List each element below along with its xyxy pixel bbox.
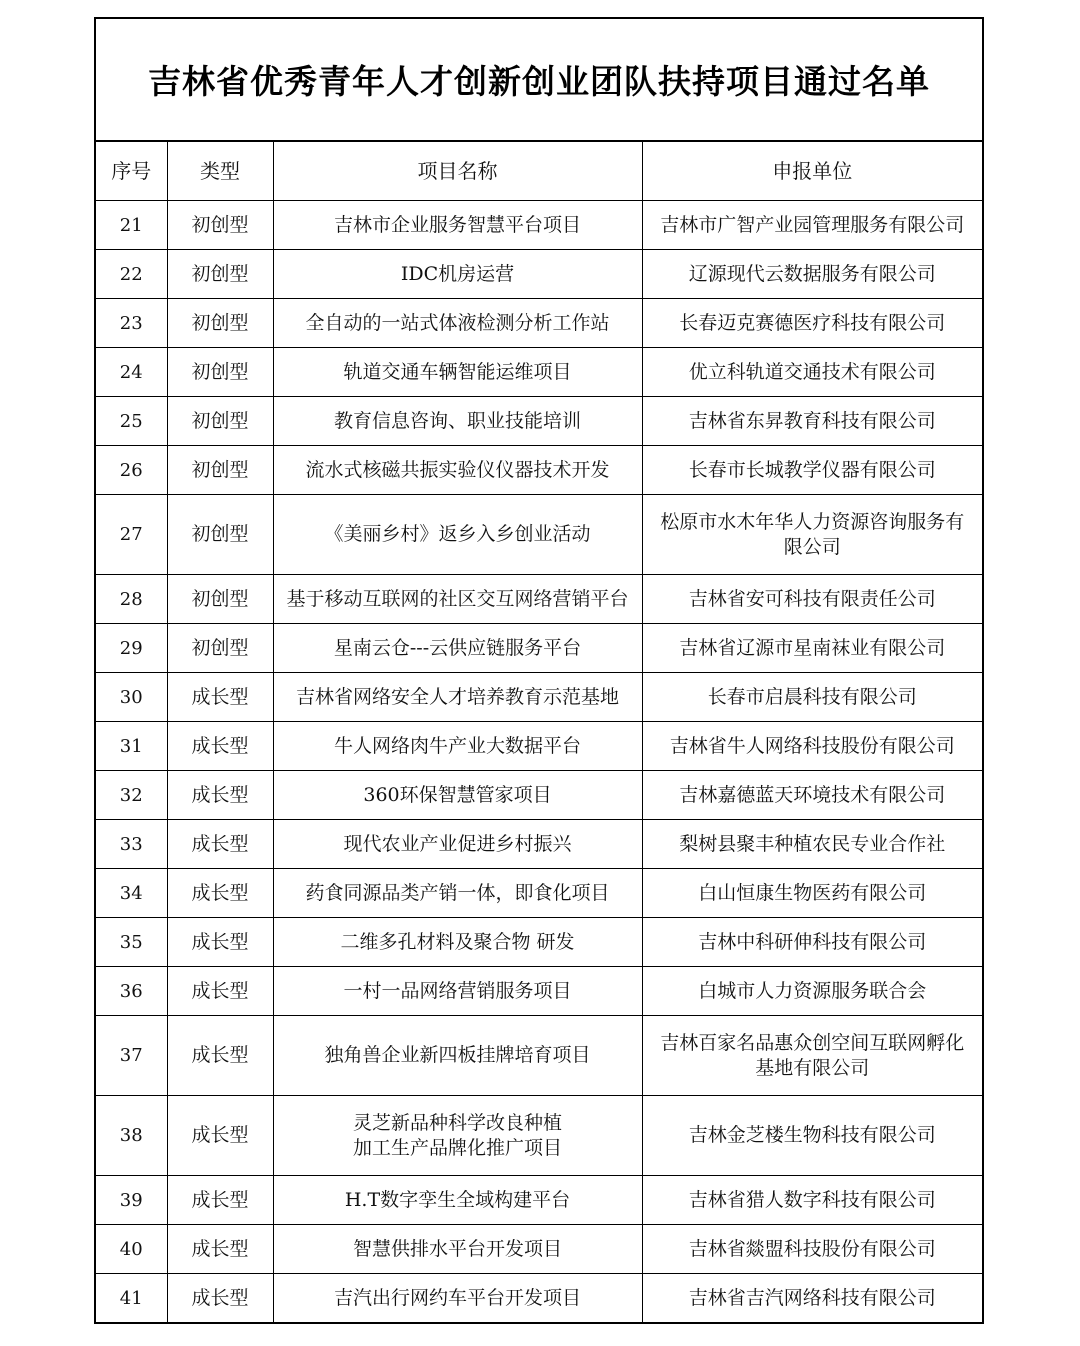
cell-project-name: 吉汽出行网约车平台开发项目 <box>273 1274 642 1323</box>
cell-unit: 吉林中科研伸科技有限公司 <box>642 918 982 967</box>
cell-no: 41 <box>96 1274 167 1323</box>
header-type: 类型 <box>167 142 273 201</box>
cell-unit: 白城市人力资源服务联合会 <box>642 967 982 1016</box>
cell-no: 30 <box>96 673 167 722</box>
cell-no: 34 <box>96 869 167 918</box>
cell-unit: 吉林金芝楼生物科技有限公司 <box>642 1096 982 1176</box>
header-name: 项目名称 <box>273 142 642 201</box>
table-row <box>96 1225 982 1274</box>
cell-type: 成长型 <box>167 1096 273 1176</box>
cell-type: 初创型 <box>167 250 273 299</box>
cell-unit: 吉林省吉汽网络科技有限公司 <box>642 1274 982 1323</box>
cell-type: 初创型 <box>167 624 273 673</box>
cell-project-name: 独角兽企业新四板挂牌培育项目 <box>273 1016 642 1096</box>
cell-no: 28 <box>96 575 167 624</box>
table-row <box>96 624 982 673</box>
cell-project-name: 360环保智慧管家项目 <box>273 771 642 820</box>
cell-no: 39 <box>96 1176 167 1225</box>
cell-type: 成长型 <box>167 1016 273 1096</box>
table-row <box>96 250 982 299</box>
cell-project-name: 全自动的一站式体液检测分析工作站 <box>273 299 642 348</box>
cell-unit: 吉林嘉德蓝天环境技术有限公司 <box>642 771 982 820</box>
cell-type: 成长型 <box>167 820 273 869</box>
cell-project-name: 轨道交通车辆智能运维项目 <box>273 348 642 397</box>
table-row <box>96 348 982 397</box>
cell-no: 24 <box>96 348 167 397</box>
table-row <box>96 820 982 869</box>
cell-project-name: 二维多孔材料及聚合物 研发 <box>273 918 642 967</box>
cell-unit: 松原市水木年华人力资源咨询服务有 限公司 <box>642 495 982 575</box>
cell-unit: 吉林省燚盟科技股份有限公司 <box>642 1225 982 1274</box>
cell-project-name: 流水式核磁共振实验仪仪器技术开发 <box>273 446 642 495</box>
cell-type: 成长型 <box>167 918 273 967</box>
document-title: 吉林省优秀青年人才创新创业团队扶持项目通过名单 <box>96 19 982 142</box>
cell-project-name: 教育信息咨询、职业技能培训 <box>273 397 642 446</box>
cell-type: 初创型 <box>167 446 273 495</box>
cell-unit: 吉林省牛人网络科技股份有限公司 <box>642 722 982 771</box>
cell-no: 23 <box>96 299 167 348</box>
header-no: 序号 <box>96 142 167 201</box>
cell-project-name: 基于移动互联网的社区交互网络营销平台 <box>273 575 642 624</box>
cell-no: 40 <box>96 1225 167 1274</box>
cell-type: 初创型 <box>167 575 273 624</box>
cell-project-name: 吉林省网络安全人才培养教育示范基地 <box>273 673 642 722</box>
cell-type: 初创型 <box>167 495 273 575</box>
table-row <box>96 201 982 250</box>
table-row <box>96 673 982 722</box>
table-row <box>96 495 982 575</box>
cell-type: 初创型 <box>167 348 273 397</box>
table-row <box>96 397 982 446</box>
cell-no: 37 <box>96 1016 167 1096</box>
cell-unit: 吉林省猎人数字科技有限公司 <box>642 1176 982 1225</box>
table-row <box>96 575 982 624</box>
cell-project-name: 牛人网络肉牛产业大数据平台 <box>273 722 642 771</box>
header-unit: 申报单位 <box>642 142 982 201</box>
cell-project-name: 灵芝新品种科学改良种植 加工生产品牌化推广项目 <box>273 1096 642 1176</box>
cell-project-name: 药食同源品类产销一体，即食化项目 <box>273 869 642 918</box>
cell-project-name: 一村一品网络营销服务项目 <box>273 967 642 1016</box>
table-row <box>96 967 982 1016</box>
cell-type: 初创型 <box>167 299 273 348</box>
cell-project-name: 《美丽乡村》返乡入乡创业活动 <box>273 495 642 575</box>
table-row <box>96 446 982 495</box>
cell-project-name: 智慧供排水平台开发项目 <box>273 1225 642 1274</box>
cell-no: 27 <box>96 495 167 575</box>
cell-no: 35 <box>96 918 167 967</box>
cell-unit: 吉林省安可科技有限责任公司 <box>642 575 982 624</box>
table-row <box>96 1274 982 1323</box>
table-row <box>96 1176 982 1225</box>
cell-no: 32 <box>96 771 167 820</box>
cell-no: 21 <box>96 201 167 250</box>
cell-unit: 吉林百家名品惠众创空间互联网孵化 基地有限公司 <box>642 1016 982 1096</box>
cell-unit: 梨树县聚丰种植农民专业合作社 <box>642 820 982 869</box>
cell-type: 成长型 <box>167 1176 273 1225</box>
cell-unit: 长春迈克赛德医疗科技有限公司 <box>642 299 982 348</box>
cell-no: 38 <box>96 1096 167 1176</box>
cell-type: 成长型 <box>167 967 273 1016</box>
table-row <box>96 299 982 348</box>
cell-unit: 优立科轨道交通技术有限公司 <box>642 348 982 397</box>
table-header-row <box>96 142 982 201</box>
cell-no: 29 <box>96 624 167 673</box>
document-sheet <box>94 17 984 1324</box>
project-table <box>96 142 982 1322</box>
table-row <box>96 1096 982 1176</box>
cell-type: 成长型 <box>167 1225 273 1274</box>
cell-project-name: 星南云仓---云供应链服务平台 <box>273 624 642 673</box>
cell-project-name: 现代农业产业促进乡村振兴 <box>273 820 642 869</box>
cell-type: 初创型 <box>167 397 273 446</box>
table-row <box>96 771 982 820</box>
cell-no: 22 <box>96 250 167 299</box>
cell-unit: 长春市启晨科技有限公司 <box>642 673 982 722</box>
cell-unit: 长春市长城教学仪器有限公司 <box>642 446 982 495</box>
cell-unit: 吉林省辽源市星南袜业有限公司 <box>642 624 982 673</box>
cell-type: 成长型 <box>167 869 273 918</box>
cell-type: 成长型 <box>167 722 273 771</box>
cell-no: 31 <box>96 722 167 771</box>
cell-unit: 吉林市广智产业园管理服务有限公司 <box>642 201 982 250</box>
table-row <box>96 869 982 918</box>
cell-project-name: 吉林市企业服务智慧平台项目 <box>273 201 642 250</box>
cell-project-name: IDC机房运营 <box>273 250 642 299</box>
table-row <box>96 1016 982 1096</box>
cell-project-name: H.T数字孪生全域构建平台 <box>273 1176 642 1225</box>
table-row <box>96 722 982 771</box>
cell-no: 25 <box>96 397 167 446</box>
cell-type: 成长型 <box>167 673 273 722</box>
table-row <box>96 918 982 967</box>
cell-no: 26 <box>96 446 167 495</box>
cell-type: 初创型 <box>167 201 273 250</box>
cell-unit: 吉林省东昇教育科技有限公司 <box>642 397 982 446</box>
cell-no: 36 <box>96 967 167 1016</box>
cell-type: 成长型 <box>167 1274 273 1323</box>
cell-type: 成长型 <box>167 771 273 820</box>
cell-unit: 辽源现代云数据服务有限公司 <box>642 250 982 299</box>
cell-no: 33 <box>96 820 167 869</box>
cell-unit: 白山恒康生物医药有限公司 <box>642 869 982 918</box>
